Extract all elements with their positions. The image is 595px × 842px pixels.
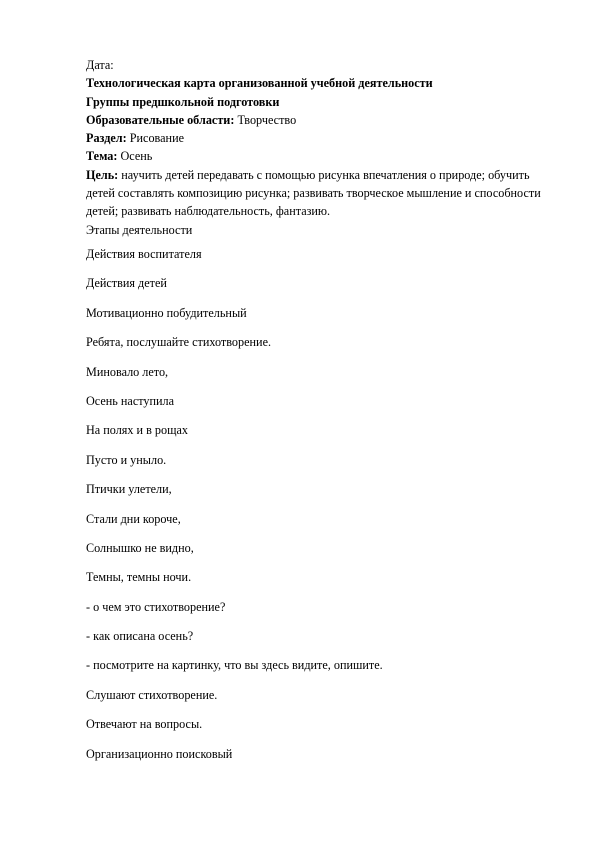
paragraph: Слушают стихотворение. <box>86 687 218 702</box>
paragraph: Отвечают на вопросы. <box>86 717 203 732</box>
topic-value: Осень <box>117 149 153 164</box>
goal-value: научить детей передавать с помощью рисунка впечатления о природе; обучить детей составлять композицию рисунка; развивать творческое мышление и способности детей; развивать наблюдательность, фантазию. <box>86 167 541 219</box>
document-header <box>86 56 556 239</box>
section-value: Рисование <box>126 131 184 146</box>
topic-label: Тема: <box>86 149 118 164</box>
goal-paragraph <box>86 166 556 221</box>
paragraph: Стали дни короче, <box>86 511 181 526</box>
stages-line: Этапы деятельности <box>86 222 193 237</box>
paragraph: Действия детей <box>86 276 167 291</box>
paragraph: - посмотрите на картинку, что вы здесь видите, опишите. <box>86 658 383 673</box>
paragraph: Ребята, послушайте стихотворение. <box>86 335 272 350</box>
paragraph: Осень наступила <box>86 393 175 408</box>
paragraph: Темны, темны ночи. <box>86 570 192 585</box>
paragraph: - о чем это стихотворение? <box>86 599 226 614</box>
area-label: Образовательные области: <box>86 112 235 127</box>
body-text <box>86 246 556 775</box>
area-value: Творчество <box>234 112 297 127</box>
paragraph: Миновало лето, <box>86 364 169 379</box>
paragraph: Действия воспитателя <box>86 247 202 261</box>
document-title: Технологическая карта организованной учебной деятельности <box>86 76 433 91</box>
goal-label: Цель: <box>86 167 119 182</box>
group-line: Группы предшкольной подготовки <box>86 94 280 109</box>
area-line <box>86 111 556 129</box>
paragraph: На полях и в рощах <box>86 423 188 438</box>
section-label: Раздел: <box>86 131 127 146</box>
date-line: Дата: <box>86 58 114 72</box>
paragraph: Организационно поисковый <box>86 746 233 761</box>
paragraph: Пусто и уныло. <box>86 452 167 467</box>
section-line <box>86 129 556 147</box>
paragraph: Птички улетели, <box>86 482 172 497</box>
paragraph: - как описана осень? <box>86 629 194 644</box>
topic-line <box>86 147 556 165</box>
paragraph: Солнышко не видно, <box>86 540 194 555</box>
paragraph: Мотивационно побудительный <box>86 305 247 320</box>
